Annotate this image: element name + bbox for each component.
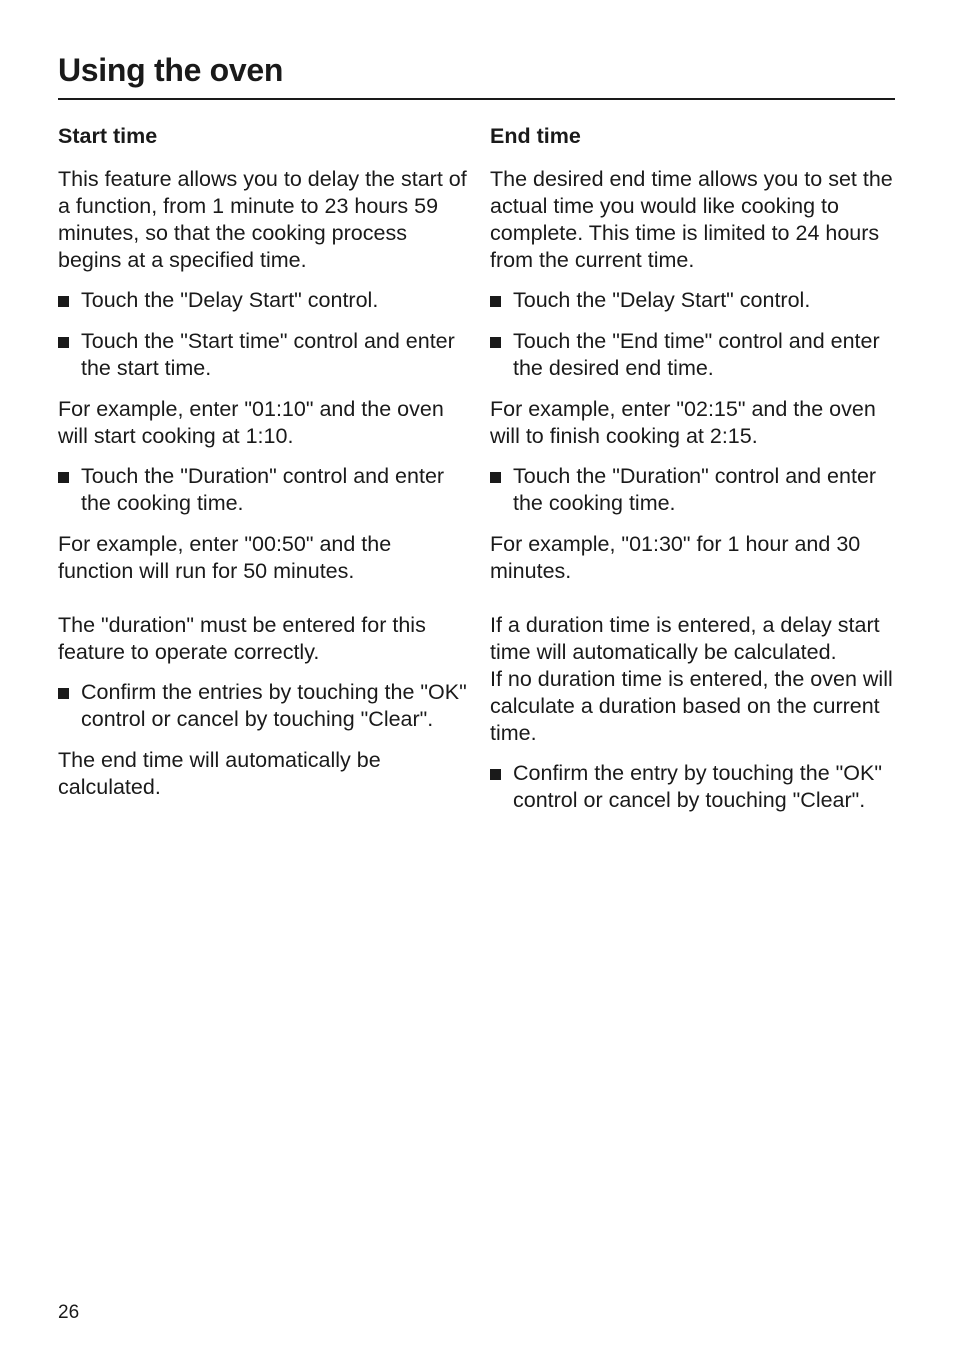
start-time-intro: This feature allows you to delay the start of a function, from 1 minute to 23 hours 59 minutes, so that the cooking process begins at a specified time. xyxy=(58,167,467,272)
step-delay-start xyxy=(490,287,900,314)
page-number: 26 xyxy=(58,1302,80,1323)
duration-example: For example, enter "00:50" and the function will run for 50 minutes. xyxy=(58,532,392,583)
start-time-example: For example, enter "01:10" and the oven will start cooking at 1:10. xyxy=(58,397,444,448)
bullet-square-icon xyxy=(58,337,69,348)
end-time-intro: The desired end time allows you to set the actual time you would like cooking to complete. This time is limited to 24 hours from the current time. xyxy=(490,167,893,272)
start-time-heading: Start time xyxy=(58,124,158,148)
no-duration-text: If no duration time is entered, the oven will calculate a duration based on the current time. xyxy=(490,667,893,745)
step-text: Touch the "Start time" control and enter the start time. xyxy=(81,329,455,380)
step-duration xyxy=(58,463,468,517)
step-text: Confirm the entry by touching the "OK" control or cancel by touching "Clear". xyxy=(513,761,882,812)
end-time-calculated-note: The end time will automatically be calculated. xyxy=(58,748,381,799)
step-delay-start xyxy=(58,287,468,314)
start-time-column xyxy=(58,120,468,814)
duration-entered-text: If a duration time is entered, a delay start time will automatically be calculated. xyxy=(490,613,880,664)
step-text: Touch the "Delay Start" control. xyxy=(513,288,811,312)
page-title: Using the oven xyxy=(58,52,284,88)
step-start-time xyxy=(58,328,468,382)
bullet-square-icon xyxy=(490,337,501,348)
step-confirm xyxy=(490,760,900,814)
title-divider xyxy=(58,98,895,100)
step-text: Touch the "Duration" control and enter the cooking time. xyxy=(81,464,445,515)
duration-note: The "duration" must be entered for this feature to operate correctly. xyxy=(58,613,426,664)
end-time-heading: End time xyxy=(490,124,581,148)
bullet-square-icon xyxy=(58,472,69,483)
step-text: Touch the "Delay Start" control. xyxy=(81,288,379,312)
step-duration xyxy=(490,463,900,517)
duration-example: For example, "01:30" for 1 hour and 30 minutes. xyxy=(490,532,861,583)
end-time-example: For example, enter "02:15" and the oven will to finish cooking at 2:15. xyxy=(490,397,876,448)
step-confirm xyxy=(58,679,468,733)
bullet-square-icon xyxy=(58,688,69,699)
step-text: Touch the "Duration" control and enter the cooking time. xyxy=(513,464,877,515)
duration-entered-note xyxy=(490,612,900,747)
step-end-time xyxy=(490,328,900,382)
step-text: Confirm the entries by touching the "OK" control or cancel by touching "Clear". xyxy=(81,680,467,731)
bullet-square-icon xyxy=(490,472,501,483)
step-text: Touch the "End time" control and enter the desired end time. xyxy=(513,329,880,380)
end-time-column xyxy=(490,120,900,828)
bullet-square-icon xyxy=(490,296,501,307)
bullet-square-icon xyxy=(490,769,501,780)
bullet-square-icon xyxy=(58,296,69,307)
